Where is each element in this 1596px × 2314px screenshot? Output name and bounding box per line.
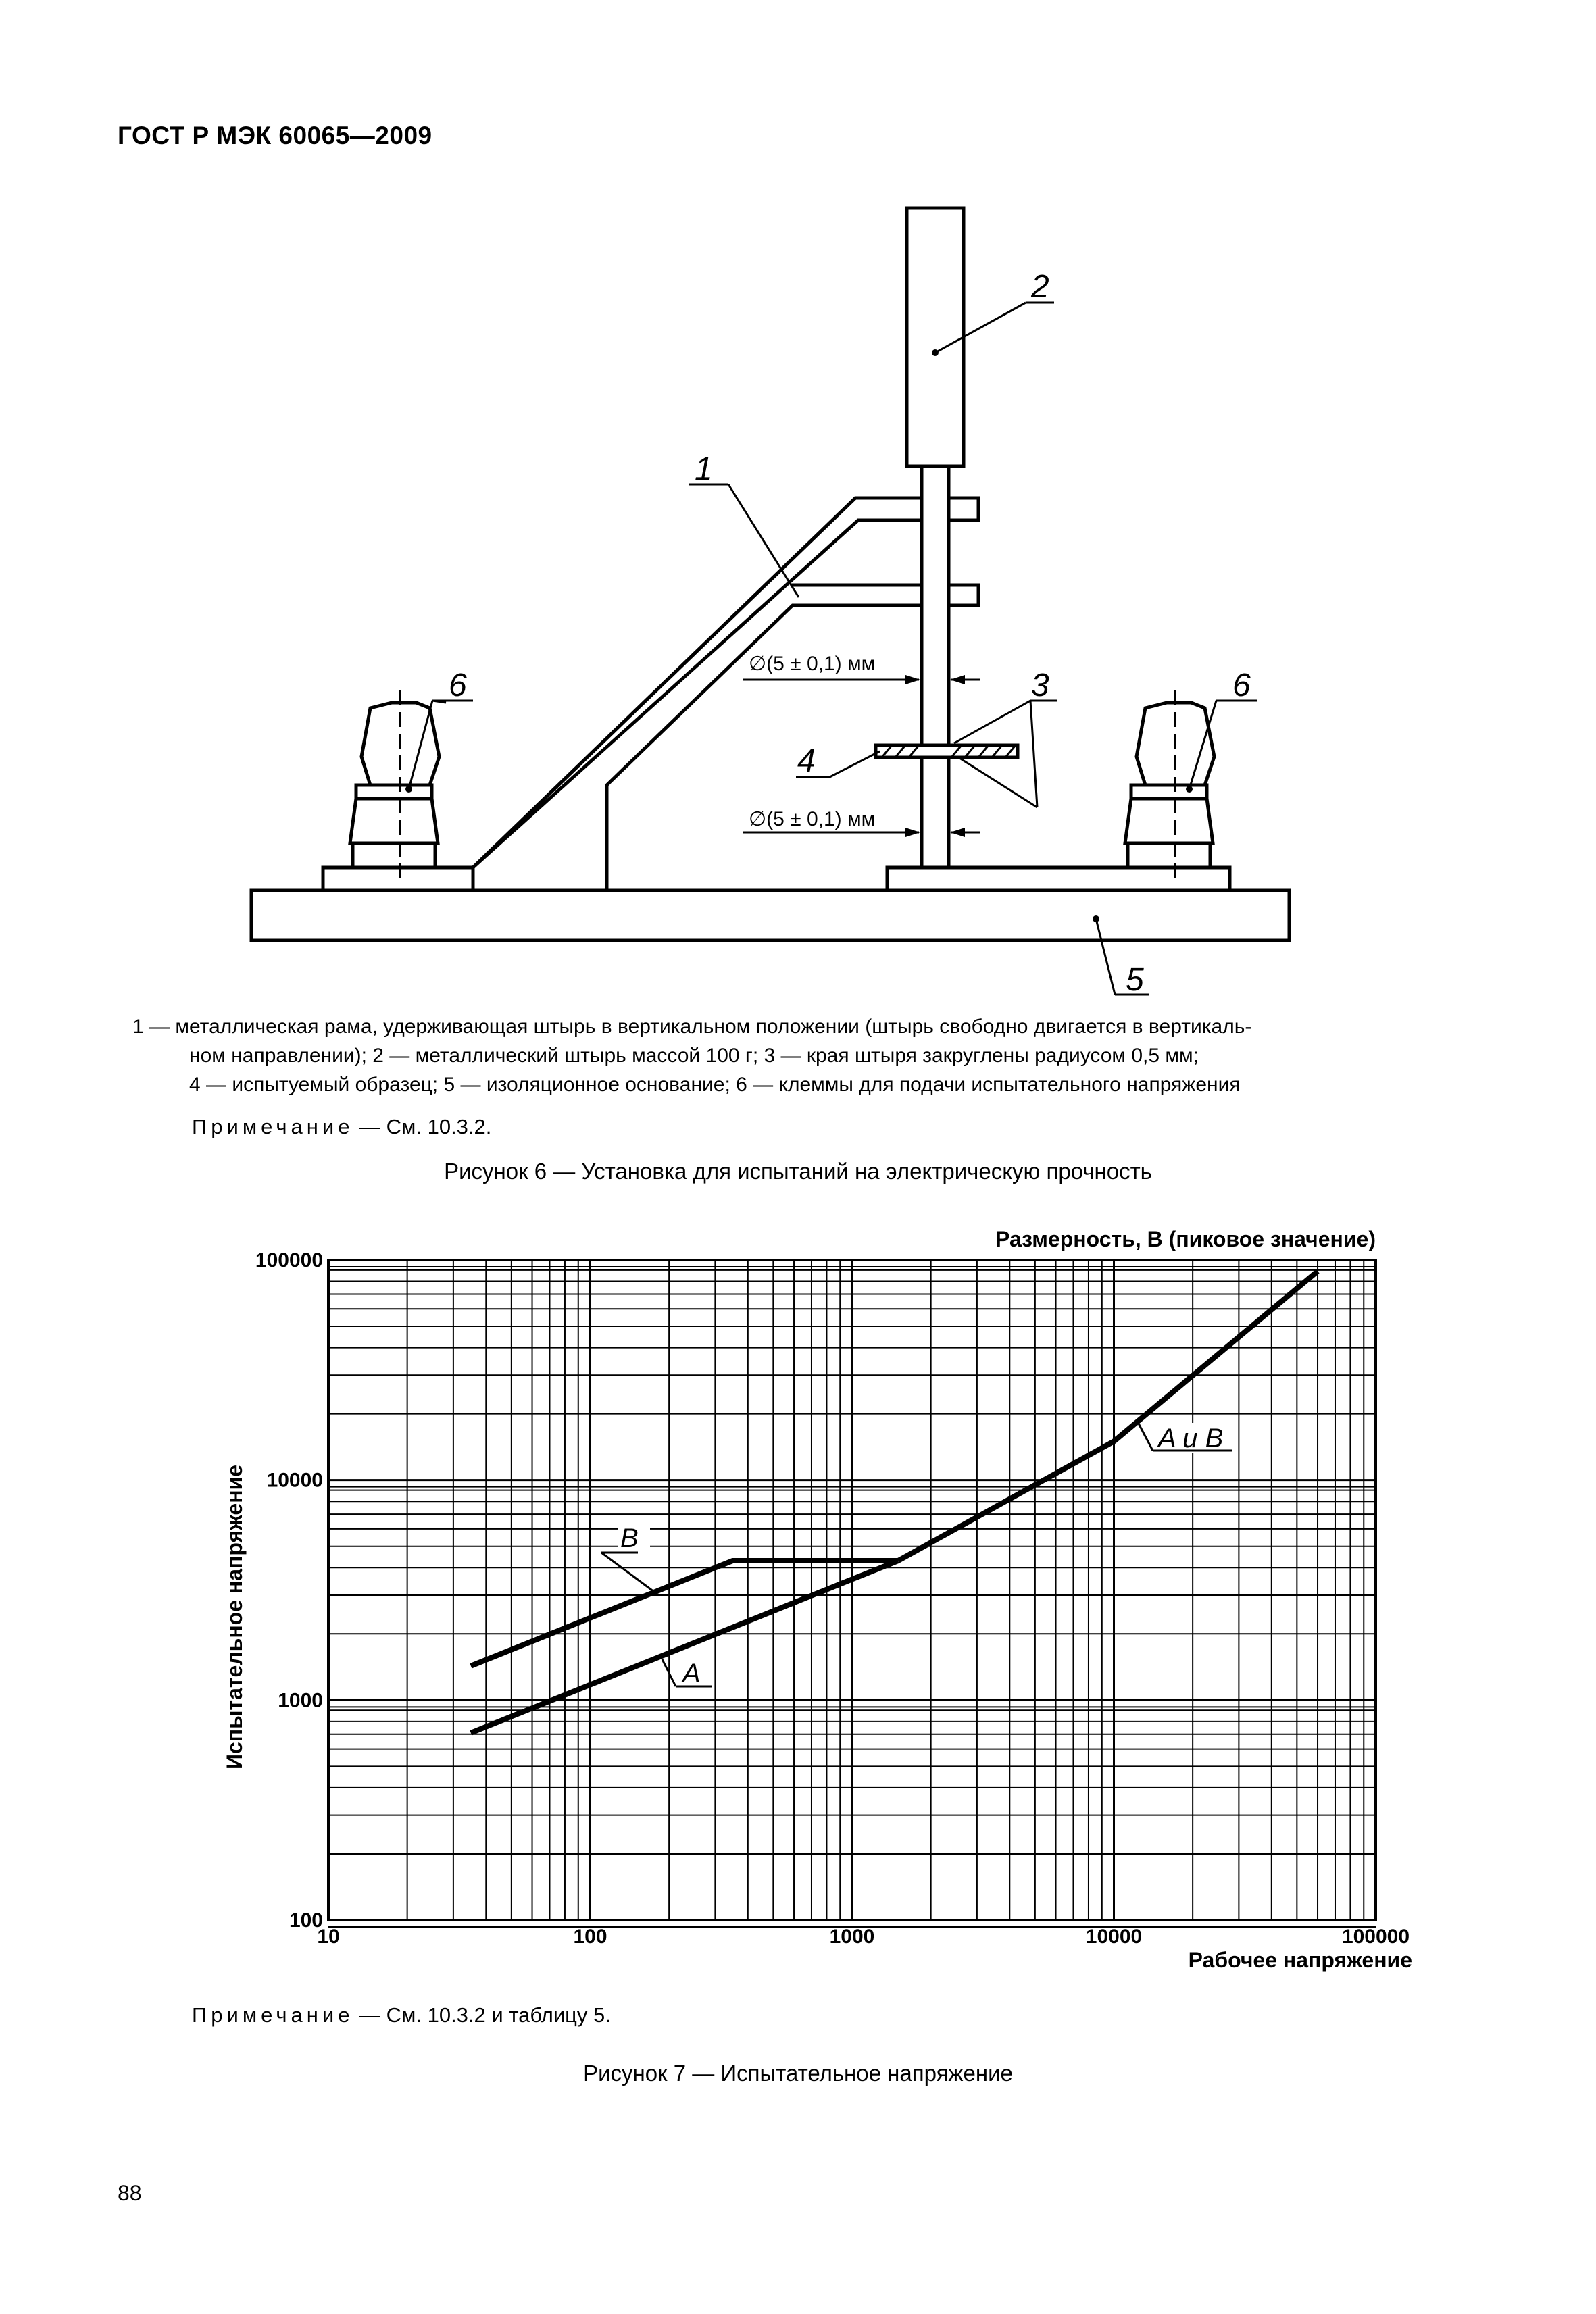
x-tick-label: 10 xyxy=(317,1926,340,1948)
y-axis-label: Испытательное напряжение xyxy=(222,1464,247,1770)
dimension-upper: ∅(5 ± 0,1) мм xyxy=(749,653,876,675)
note-word: Примечание xyxy=(192,1115,354,1138)
series-label: B xyxy=(620,1524,639,1553)
standard-header: ГОСТ Р МЭК 60065—2009 xyxy=(118,122,432,149)
figure-6-caption: Рисунок 6 — Установка для испытаний на электрическую прочность xyxy=(444,1159,1152,1184)
figure-6-apparatus-drawing xyxy=(0,0,1596,998)
series-label-leader xyxy=(1138,1422,1153,1451)
callout-6-left: 6 xyxy=(449,668,467,703)
dimension-lower: ∅(5 ± 0,1) мм xyxy=(749,808,876,830)
x-tick-label: 10000 xyxy=(1085,1926,1143,1948)
note-text: — См. 10.3.2 и таблицу 5. xyxy=(353,2003,611,2027)
x-tick-label: 1000 xyxy=(829,1926,875,1948)
series-line-B xyxy=(471,1561,898,1666)
callout-3: 3 xyxy=(1031,668,1049,703)
legend-line: ном направлении); 2 — металлический штырь массой 100 г; 3 — края штыря закруглены радиусом 0,5 мм; xyxy=(189,1045,1199,1067)
x-tick-label: 100 xyxy=(573,1926,607,1948)
y-tick-label: 100000 xyxy=(255,1249,323,1272)
note-text: — См. 10.3.2. xyxy=(353,1115,492,1138)
page-number: 88 xyxy=(118,2181,142,2205)
x-tick-label: 100000 xyxy=(1341,1926,1410,1948)
figure-7-chart xyxy=(0,1203,1596,2000)
callout-2: 2 xyxy=(1031,269,1049,305)
y-tick-label: 10000 xyxy=(266,1469,323,1492)
series-line-A-и-B xyxy=(898,1271,1318,1561)
legend-line: 1 — металлическая рама, удерживающая штырь в вертикальном положении (штырь свободно двигается в вертикаль- xyxy=(132,1015,1252,1038)
figure-7-note xyxy=(192,2003,611,2028)
callout-4: 4 xyxy=(797,743,816,779)
x-axis-label: Рабочее напряжение xyxy=(1188,1948,1412,1972)
callout-6-right: 6 xyxy=(1232,668,1251,703)
callout-5: 5 xyxy=(1126,962,1144,998)
chart-title: Размерность, В (пиковое значение) xyxy=(995,1227,1376,1251)
figure-6-legend xyxy=(132,1012,1477,1099)
y-tick-label: 100 xyxy=(289,1909,323,1932)
y-tick-label: 1000 xyxy=(278,1689,323,1712)
note-word: Примечание xyxy=(192,2003,354,2027)
series-label-leader xyxy=(601,1553,654,1592)
figure-6-note xyxy=(192,1115,491,1139)
series-label: A xyxy=(682,1659,701,1688)
series-label: A и B xyxy=(1158,1424,1224,1453)
legend-line: 4 — испытуемый образец; 5 — изоляционное основание; 6 — клеммы для подачи испытательного напряжения xyxy=(189,1074,1241,1096)
callout-1: 1 xyxy=(695,451,713,487)
figure-7-caption: Рисунок 7 — Испытательное напряжение xyxy=(583,2061,1013,2086)
